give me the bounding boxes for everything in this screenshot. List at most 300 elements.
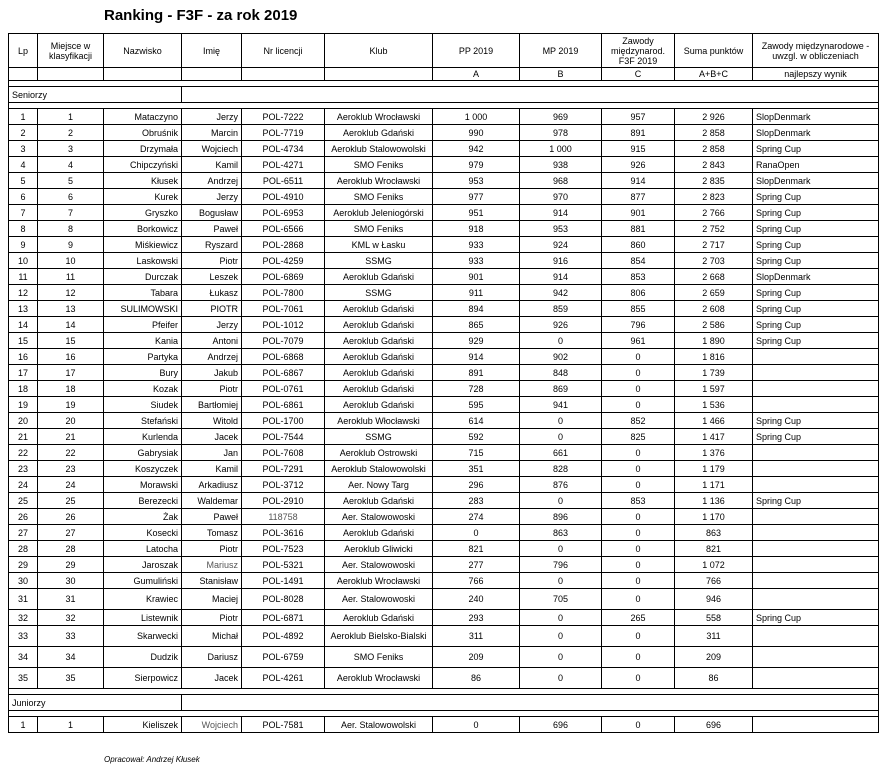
cell-miejsce: 16 <box>38 349 104 365</box>
cell-miejsce: 10 <box>38 253 104 269</box>
cell-licencja: POL-6861 <box>242 397 325 413</box>
cell-lp: 16 <box>9 349 38 365</box>
section-juniors-label: Juniorzy <box>9 695 182 711</box>
cell-lp: 8 <box>9 221 38 237</box>
cell-nazwisko: Kania <box>104 333 182 349</box>
cell-licencja: POL-3712 <box>242 477 325 493</box>
cell-intl: Spring Cup <box>753 333 879 349</box>
cell-licencja: POL-6871 <box>242 610 325 626</box>
cell-pp: 283 <box>433 493 520 509</box>
cell-nazwisko: Gabrysiak <box>104 445 182 461</box>
cell-zawody: 0 <box>602 349 675 365</box>
cell-mp: 914 <box>520 205 602 221</box>
cell-klub: Aeroklub Gdański <box>325 269 433 285</box>
cell-imie: Wojciech <box>182 141 242 157</box>
cell-nazwisko: Kosecki <box>104 525 182 541</box>
cell-suma: 311 <box>675 626 753 647</box>
cell-suma: 1 597 <box>675 381 753 397</box>
cell-mp: 796 <box>520 557 602 573</box>
cell-lp: 33 <box>9 626 38 647</box>
cell-intl <box>753 573 879 589</box>
header-intl: Zawody międzynarodowe - uwzgl. w obliczeniach <box>753 34 879 68</box>
cell-intl <box>753 647 879 668</box>
cell-pp: 274 <box>433 509 520 525</box>
cell-mp: 0 <box>520 610 602 626</box>
cell-intl <box>753 445 879 461</box>
cell-nazwisko: Chipczyński <box>104 157 182 173</box>
header-zawody: Zawody międzynarod. F3F 2019 <box>602 34 675 68</box>
table-row <box>9 626 879 647</box>
header-suma: Suma punktów <box>675 34 753 68</box>
cell-zawody: 0 <box>602 557 675 573</box>
cell-miejsce: 28 <box>38 541 104 557</box>
subheader-intl: najlepszy wynik <box>753 68 879 81</box>
cell-miejsce: 32 <box>38 610 104 626</box>
cell-suma: 1 417 <box>675 429 753 445</box>
cell-mp: 0 <box>520 541 602 557</box>
cell-mp: 896 <box>520 509 602 525</box>
subheader-a: A <box>433 68 520 81</box>
cell-licencja: POL-7061 <box>242 301 325 317</box>
cell-nazwisko: Berezecki <box>104 493 182 509</box>
cell-zawody: 881 <box>602 221 675 237</box>
table-row <box>9 610 879 626</box>
cell-klub: SMO Feniks <box>325 157 433 173</box>
cell-zawody: 0 <box>602 365 675 381</box>
cell-mp: 869 <box>520 381 602 397</box>
cell-suma: 2 586 <box>675 317 753 333</box>
cell-lp: 35 <box>9 668 38 689</box>
cell-klub: Aeroklub Wrocławski <box>325 109 433 125</box>
cell-klub: Aeroklub Gdański <box>325 301 433 317</box>
cell-suma: 2 703 <box>675 253 753 269</box>
cell-mp: 969 <box>520 109 602 125</box>
cell-intl: Spring Cup <box>753 285 879 301</box>
table-row <box>9 157 879 173</box>
table-row <box>9 237 879 253</box>
cell-lp: 14 <box>9 317 38 333</box>
cell-miejsce: 1 <box>38 717 104 733</box>
cell-zawody: 0 <box>602 397 675 413</box>
cell-miejsce: 34 <box>38 647 104 668</box>
cell-nazwisko: Kozak <box>104 381 182 397</box>
cell-suma: 2 659 <box>675 285 753 301</box>
cell-mp: 926 <box>520 317 602 333</box>
cell-suma: 2 926 <box>675 109 753 125</box>
cell-suma: 766 <box>675 573 753 589</box>
cell-suma: 1 466 <box>675 413 753 429</box>
cell-miejsce: 35 <box>38 668 104 689</box>
cell-mp: 942 <box>520 285 602 301</box>
cell-pp: 728 <box>433 381 520 397</box>
cell-klub: SSMG <box>325 253 433 269</box>
cell-intl: Spring Cup <box>753 189 879 205</box>
cell-licencja: POL-7079 <box>242 333 325 349</box>
cell-mp: 876 <box>520 477 602 493</box>
cell-nazwisko: Skarwecki <box>104 626 182 647</box>
cell-intl: RanaOpen <box>753 157 879 173</box>
ranking-table <box>8 33 879 733</box>
cell-zawody: 0 <box>602 461 675 477</box>
cell-licencja: 118758 <box>242 509 325 525</box>
cell-lp: 3 <box>9 141 38 157</box>
cell-licencja: POL-4892 <box>242 626 325 647</box>
cell-intl <box>753 461 879 477</box>
cell-licencja: POL-0761 <box>242 381 325 397</box>
cell-imie: Waldemar <box>182 493 242 509</box>
cell-pp: 865 <box>433 317 520 333</box>
cell-lp: 15 <box>9 333 38 349</box>
header-klub: Klub <box>325 34 433 68</box>
cell-mp: 859 <box>520 301 602 317</box>
cell-klub: SMO Feniks <box>325 221 433 237</box>
cell-lp: 30 <box>9 573 38 589</box>
cell-nazwisko: Stefański <box>104 413 182 429</box>
cell-miejsce: 23 <box>38 461 104 477</box>
cell-intl: SlopDenmark <box>753 173 879 189</box>
cell-imie: Łukasz <box>182 285 242 301</box>
cell-suma: 1 171 <box>675 477 753 493</box>
table-row <box>9 397 879 413</box>
cell-lp: 18 <box>9 381 38 397</box>
cell-mp: 0 <box>520 668 602 689</box>
cell-imie: Jerzy <box>182 189 242 205</box>
cell-suma: 2 608 <box>675 301 753 317</box>
cell-mp: 0 <box>520 493 602 509</box>
table-row <box>9 717 879 733</box>
cell-klub: SMO Feniks <box>325 647 433 668</box>
section-juniors-filler <box>182 695 879 711</box>
cell-imie: Ryszard <box>182 237 242 253</box>
cell-licencja: POL-7291 <box>242 461 325 477</box>
cell-mp: 970 <box>520 189 602 205</box>
cell-lp: 4 <box>9 157 38 173</box>
cell-intl <box>753 541 879 557</box>
table-row <box>9 205 879 221</box>
cell-pp: 277 <box>433 557 520 573</box>
cell-zawody: 0 <box>602 647 675 668</box>
cell-mp: 978 <box>520 125 602 141</box>
cell-lp: 12 <box>9 285 38 301</box>
cell-zawody: 853 <box>602 493 675 509</box>
table-row <box>9 647 879 668</box>
cell-pp: 914 <box>433 349 520 365</box>
cell-mp: 0 <box>520 413 602 429</box>
cell-klub: Aeroklub Gdański <box>325 397 433 413</box>
cell-pp: 592 <box>433 429 520 445</box>
cell-nazwisko: Gryszko <box>104 205 182 221</box>
cell-miejsce: 27 <box>38 525 104 541</box>
cell-klub: Aeroklub Bielsko-Bialski <box>325 626 433 647</box>
cell-mp: 968 <box>520 173 602 189</box>
cell-nazwisko: Pfeifer <box>104 317 182 333</box>
header-row <box>9 34 879 68</box>
cell-pp: 0 <box>433 525 520 541</box>
cell-lp: 34 <box>9 647 38 668</box>
cell-mp: 705 <box>520 589 602 610</box>
cell-imie: Witold <box>182 413 242 429</box>
cell-miejsce: 11 <box>38 269 104 285</box>
table-row <box>9 285 879 301</box>
cell-pp: 894 <box>433 301 520 317</box>
table-row <box>9 573 879 589</box>
cell-miejsce: 15 <box>38 333 104 349</box>
cell-pp: 933 <box>433 253 520 269</box>
cell-mp: 863 <box>520 525 602 541</box>
cell-licencja: POL-6511 <box>242 173 325 189</box>
cell-pp: 595 <box>433 397 520 413</box>
cell-miejsce: 33 <box>38 626 104 647</box>
header-lp: Lp <box>9 34 38 68</box>
cell-imie: Jacek <box>182 429 242 445</box>
cell-zawody: 860 <box>602 237 675 253</box>
cell-pp: 0 <box>433 717 520 733</box>
table-row <box>9 173 879 189</box>
cell-imie: Michał <box>182 626 242 647</box>
cell-klub: Aer. Stalowowoski <box>325 589 433 610</box>
cell-lp: 2 <box>9 125 38 141</box>
cell-suma: 2 823 <box>675 189 753 205</box>
cell-zawody: 0 <box>602 589 675 610</box>
table-row <box>9 541 879 557</box>
cell-imie: Piotr <box>182 253 242 269</box>
cell-lp: 5 <box>9 173 38 189</box>
cell-lp: 24 <box>9 477 38 493</box>
cell-klub: Aeroklub Gdański <box>325 610 433 626</box>
cell-zawody: 915 <box>602 141 675 157</box>
cell-imie: Jerzy <box>182 109 242 125</box>
cell-miejsce: 25 <box>38 493 104 509</box>
cell-intl <box>753 397 879 413</box>
header-mp: MP 2019 <box>520 34 602 68</box>
cell-suma: 2 668 <box>675 269 753 285</box>
cell-klub: KML w Łasku <box>325 237 433 253</box>
cell-zawody: 0 <box>602 525 675 541</box>
cell-intl: Spring Cup <box>753 610 879 626</box>
cell-pp: 979 <box>433 157 520 173</box>
header-licencja: Nr licencji <box>242 34 325 68</box>
cell-klub: SSMG <box>325 285 433 301</box>
cell-nazwisko: Żak <box>104 509 182 525</box>
cell-lp: 32 <box>9 610 38 626</box>
cell-nazwisko: Siudek <box>104 397 182 413</box>
cell-suma: 209 <box>675 647 753 668</box>
cell-zawody: 914 <box>602 173 675 189</box>
cell-zawody: 0 <box>602 626 675 647</box>
cell-klub: Aeroklub Gdański <box>325 493 433 509</box>
cell-imie: Kamil <box>182 157 242 173</box>
cell-nazwisko: Sierpowicz <box>104 668 182 689</box>
cell-imie: Wojciech <box>182 717 242 733</box>
cell-licencja: POL-4259 <box>242 253 325 269</box>
cell-klub: SMO Feniks <box>325 189 433 205</box>
table-row <box>9 413 879 429</box>
cell-pp: 918 <box>433 221 520 237</box>
cell-intl <box>753 525 879 541</box>
cell-suma: 86 <box>675 668 753 689</box>
cell-licencja: POL-7222 <box>242 109 325 125</box>
cell-lp: 1 <box>9 717 38 733</box>
cell-licencja: POL-7719 <box>242 125 325 141</box>
cell-mp: 902 <box>520 349 602 365</box>
cell-nazwisko: Listewnik <box>104 610 182 626</box>
cell-lp: 17 <box>9 365 38 381</box>
cell-lp: 10 <box>9 253 38 269</box>
cell-zawody: 854 <box>602 253 675 269</box>
cell-mp: 924 <box>520 237 602 253</box>
cell-nazwisko: Laskowski <box>104 253 182 269</box>
cell-licencja: POL-4261 <box>242 668 325 689</box>
table-row <box>9 668 879 689</box>
cell-imie: Bogusław <box>182 205 242 221</box>
cell-licencja: POL-6868 <box>242 349 325 365</box>
cell-mp: 661 <box>520 445 602 461</box>
table-row <box>9 525 879 541</box>
cell-lp: 22 <box>9 445 38 461</box>
cell-nazwisko: Latocha <box>104 541 182 557</box>
cell-suma: 2 843 <box>675 157 753 173</box>
cell-pp: 951 <box>433 205 520 221</box>
cell-pp: 86 <box>433 668 520 689</box>
cell-intl <box>753 717 879 733</box>
subheader-sum: A+B+C <box>675 68 753 81</box>
cell-mp: 0 <box>520 429 602 445</box>
cell-nazwisko: Durczak <box>104 269 182 285</box>
cell-pp: 296 <box>433 477 520 493</box>
table-row <box>9 493 879 509</box>
cell-klub: Aeroklub Stalowowolski <box>325 461 433 477</box>
cell-miejsce: 31 <box>38 589 104 610</box>
cell-nazwisko: Krawiec <box>104 589 182 610</box>
cell-imie: PIOTR <box>182 301 242 317</box>
cell-lp: 9 <box>9 237 38 253</box>
cell-nazwisko: Dudzik <box>104 647 182 668</box>
cell-licencja: POL-1491 <box>242 573 325 589</box>
cell-intl <box>753 365 879 381</box>
cell-imie: Jacek <box>182 668 242 689</box>
cell-imie: Maciej <box>182 589 242 610</box>
cell-zawody: 0 <box>602 541 675 557</box>
cell-intl: SlopDenmark <box>753 269 879 285</box>
cell-nazwisko: Kurek <box>104 189 182 205</box>
cell-klub: Aeroklub Gliwicki <box>325 541 433 557</box>
cell-lp: 1 <box>9 109 38 125</box>
cell-pp: 715 <box>433 445 520 461</box>
cell-pp: 1 000 <box>433 109 520 125</box>
cell-imie: Mariusz <box>182 557 242 573</box>
cell-zawody: 853 <box>602 269 675 285</box>
header-imie: Imię <box>182 34 242 68</box>
cell-nazwisko: Jaroszak <box>104 557 182 573</box>
cell-lp: 20 <box>9 413 38 429</box>
header-miejsce: Miejsce w klasyfikacji <box>38 34 104 68</box>
cell-imie: Jerzy <box>182 317 242 333</box>
cell-zawody: 961 <box>602 333 675 349</box>
cell-miejsce: 7 <box>38 205 104 221</box>
cell-nazwisko: Bury <box>104 365 182 381</box>
cell-nazwisko: Morawski <box>104 477 182 493</box>
cell-miejsce: 2 <box>38 125 104 141</box>
cell-licencja: POL-7608 <box>242 445 325 461</box>
cell-klub: Aeroklub Włocławski <box>325 413 433 429</box>
cell-imie: Andrzej <box>182 173 242 189</box>
cell-nazwisko: Obruśnik <box>104 125 182 141</box>
table-row <box>9 333 879 349</box>
cell-miejsce: 29 <box>38 557 104 573</box>
cell-licencja: POL-7581 <box>242 717 325 733</box>
cell-licencja: POL-5321 <box>242 557 325 573</box>
cell-licencja: POL-6867 <box>242 365 325 381</box>
cell-nazwisko: Gumuliński <box>104 573 182 589</box>
cell-miejsce: 20 <box>38 413 104 429</box>
cell-licencja: POL-7544 <box>242 429 325 445</box>
cell-klub: Aeroklub Stalowowolski <box>325 141 433 157</box>
cell-imie: Dariusz <box>182 647 242 668</box>
cell-zawody: 265 <box>602 610 675 626</box>
cell-lp: 28 <box>9 541 38 557</box>
cell-imie: Paweł <box>182 509 242 525</box>
table-row <box>9 445 879 461</box>
cell-licencja: POL-7800 <box>242 285 325 301</box>
cell-intl: Spring Cup <box>753 237 879 253</box>
cell-intl: Spring Cup <box>753 205 879 221</box>
cell-nazwisko: Kurlenda <box>104 429 182 445</box>
cell-miejsce: 30 <box>38 573 104 589</box>
cell-intl <box>753 557 879 573</box>
cell-licencja: POL-1012 <box>242 317 325 333</box>
cell-suma: 1 536 <box>675 397 753 413</box>
cell-zawody: 891 <box>602 125 675 141</box>
cell-mp: 828 <box>520 461 602 477</box>
cell-nazwisko: Borkowicz <box>104 221 182 237</box>
cell-pp: 953 <box>433 173 520 189</box>
table-row <box>9 189 879 205</box>
cell-imie: Piotr <box>182 381 242 397</box>
cell-licencja: POL-6566 <box>242 221 325 237</box>
cell-intl: Spring Cup <box>753 413 879 429</box>
cell-intl: Spring Cup <box>753 301 879 317</box>
cell-zawody: 901 <box>602 205 675 221</box>
cell-zawody: 852 <box>602 413 675 429</box>
table-row <box>9 509 879 525</box>
cell-zawody: 0 <box>602 573 675 589</box>
cell-miejsce: 26 <box>38 509 104 525</box>
table-row <box>9 301 879 317</box>
table-row <box>9 141 879 157</box>
cell-licencja: POL-4734 <box>242 141 325 157</box>
cell-miejsce: 1 <box>38 109 104 125</box>
cell-zawody: 957 <box>602 109 675 125</box>
cell-lp: 7 <box>9 205 38 221</box>
cell-licencja: POL-1700 <box>242 413 325 429</box>
section-juniors-row <box>9 695 879 711</box>
cell-imie: Leszek <box>182 269 242 285</box>
cell-intl: SlopDenmark <box>753 125 879 141</box>
cell-intl: Spring Cup <box>753 429 879 445</box>
cell-nazwisko: Koszyczek <box>104 461 182 477</box>
section-seniors-filler <box>182 87 879 103</box>
cell-licencja: POL-4910 <box>242 189 325 205</box>
cell-pp: 351 <box>433 461 520 477</box>
cell-mp: 696 <box>520 717 602 733</box>
cell-pp: 311 <box>433 626 520 647</box>
cell-lp: 26 <box>9 509 38 525</box>
cell-mp: 1 000 <box>520 141 602 157</box>
cell-licencja: POL-6869 <box>242 269 325 285</box>
cell-zawody: 825 <box>602 429 675 445</box>
cell-intl: Spring Cup <box>753 141 879 157</box>
subheader-b: B <box>520 68 602 81</box>
